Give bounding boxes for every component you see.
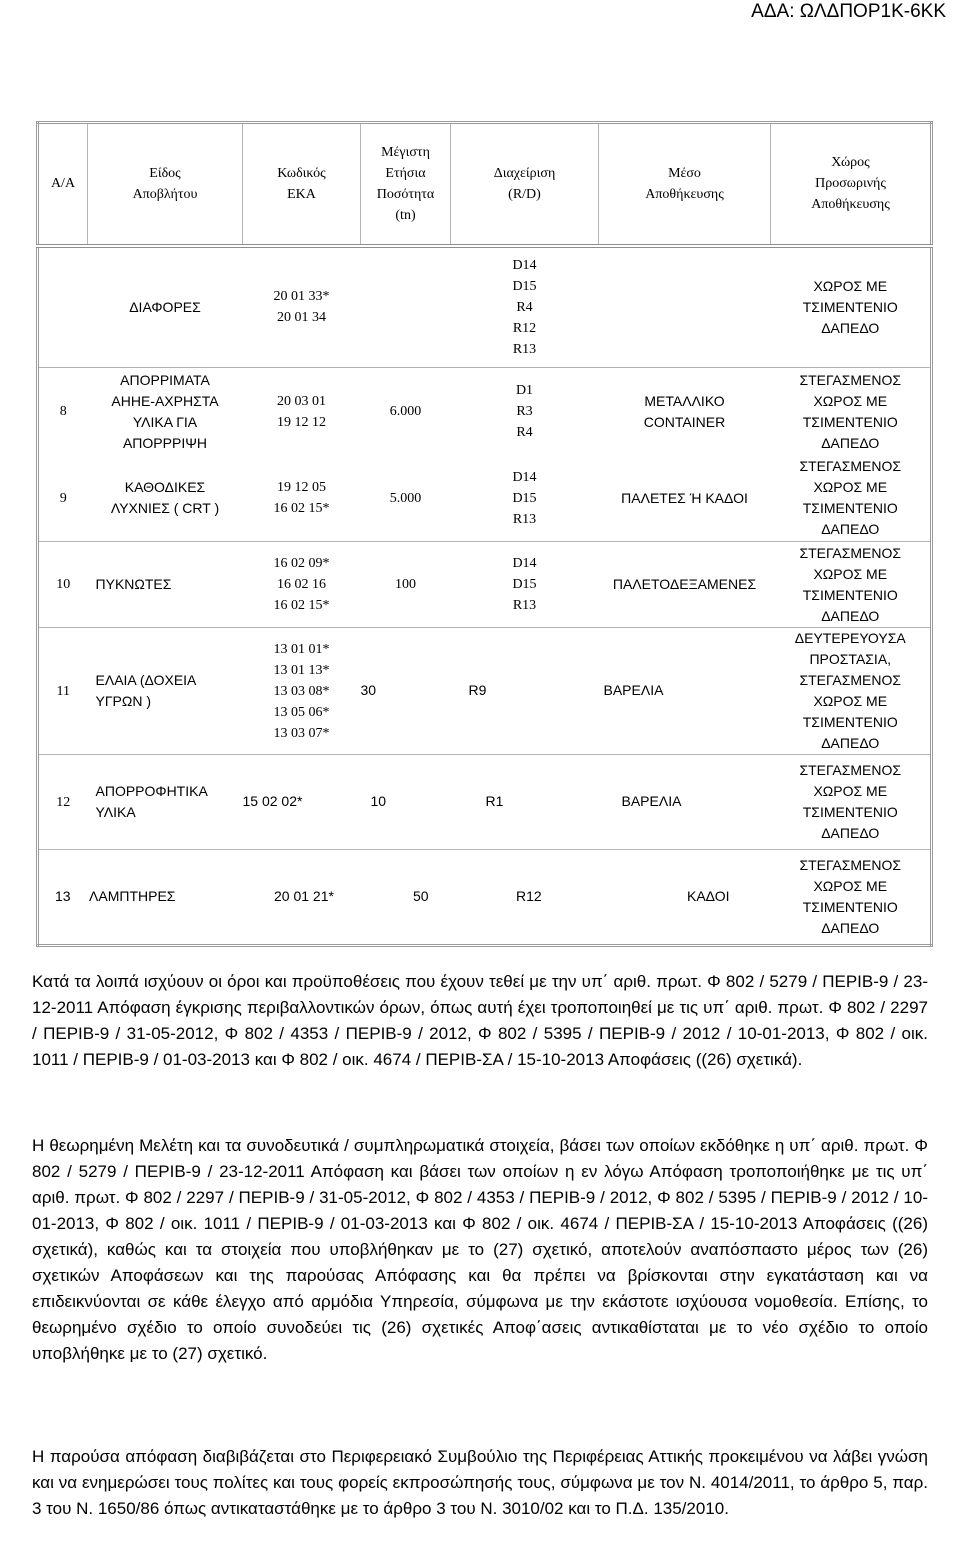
waste-table: [36, 121, 933, 947]
cell-storage-area: ΣΤΕΓΑΣΜΕΝΟΣ ΧΩΡΟΣ ΜΕ ΤΣΙΜΕΝΤΕΝΙΟ ΔΑΠΕΔΟ: [771, 755, 932, 850]
cell-storage-means: ΠΑΛΕΤΕΣ Ή ΚΑΔΟΙ: [621, 489, 748, 506]
cell-aa: 13: [55, 888, 71, 904]
cell-waste-type: ΑΠΟΡΡΟΦΗΤΙΚΑ ΥΛΙΚΑ: [88, 755, 243, 850]
ada-header: ΑΔΑ: ΩΛΔΠΟΡ1Κ-6ΚΚ: [751, 1, 946, 22]
header-max-quantity: Μέγιστη Ετήσια Ποσότητα (tn): [361, 123, 451, 246]
cell-aa: 8: [38, 368, 88, 456]
cell-management: R12: [516, 888, 542, 904]
cell-eka-code: 20 03 01 19 12 12: [243, 368, 361, 456]
cell-management: D1 R3 R4: [451, 368, 599, 456]
cell-storage-means: ΒΑΡΕΛΙΑ: [603, 682, 664, 698]
cell-management: D14 D15 R13: [451, 542, 599, 628]
cell-storage-area: ΣΤΕΓΑΣΜΕΝΟΣ ΧΩΡΟΣ ΜΕ ΤΣΙΜΕΝΤΕΝΙΟ ΔΑΠΕΔΟ: [799, 458, 902, 538]
cell-waste-type: ΛΑΜΠΤΗΡΕΣ: [89, 888, 176, 904]
table-row: [38, 628, 932, 755]
cell-eka-code: 15 02 02*: [242, 793, 303, 809]
cell-waste-type: ΠΥΚΝΩΤΕΣ: [88, 542, 243, 628]
cell-management: D14 D15 R4 R12 R13: [512, 257, 537, 357]
header-aa: Α/Α: [38, 123, 88, 246]
cell-quantity: [361, 246, 451, 368]
header-storage-area: Χώρος Προσωρινής Αποθήκευσης: [771, 123, 932, 246]
cell-storage-means: ΒΑΡΕΛΙΑ: [621, 793, 682, 809]
cell-storage-area: ΣΤΕΓΑΣΜΕΝΟΣ ΧΩΡΟΣ ΜΕ ΤΣΙΜΕΝΤΕΝΙΟ ΔΑΠΕΔΟ: [771, 368, 932, 456]
cell-eka-code: 20 01 21*: [274, 888, 334, 904]
cell-eka-code: 20 01 33* 20 01 34: [273, 289, 330, 326]
paragraph-notification: Η παρούσα απόφαση διαβιβάζεται στο Περιφερειακό Συμβούλιο της Περιφέρειας Αττικής προκειμένου να λάβει γνώση και να ενημερώσει τους πολίτες και τους φορείς εκπροσώπησής τους, σύμφωνα με τον Ν. 4014/2011, το άρθρο 5, παρ. 3 του Ν. 1650/86 όπως αντικαταστάθηκε με το άρθρο 3 του Ν. 3010/02 και το Π.Δ. 135/2010.: [32, 1447, 928, 1518]
cell-quantity: 10: [370, 793, 387, 809]
cell-management: R9: [468, 682, 487, 698]
table-row: [38, 850, 932, 946]
cell-quantity: 100: [361, 542, 451, 628]
cell-waste-type: ΑΠΟΡΡΙΜΑΤΑ ΑΗΗΕ-ΑΧΡΗΣΤΑ ΥΛΙΚΑ ΓΙΑ ΑΠΟΡΡΡΙΨΗ: [88, 368, 243, 456]
cell-storage-means: ΜΕΤΑΛΛΙΚΟ CONTAINER: [599, 368, 771, 456]
table-row: [38, 755, 932, 850]
table-row: [38, 246, 932, 368]
cell-quantity: 5.000: [389, 490, 422, 506]
cell-eka-code: 19 12 05 16 02 15*: [273, 480, 330, 517]
cell-aa: [38, 246, 88, 368]
cell-aa: 12: [38, 755, 88, 850]
paragraph-study: Η θεωρημένη Μελέτη και τα συνοδευτικά / συμπληρωματικά στοιχεία, βάσει των οποίων εκδόθηκε η υπ΄ αριθ. πρωτ. Φ 802 / 5279 / ΠΕΡΙΒ-9 / 23-12-2011 Απόφαση και βάσει των οποίων η εν λόγω Απόφαση τροποποιήθηκε με τις υπ΄ αριθ. πρωτ. Φ 802 / 2297 / ΠΕΡΙΒ-9 / 31-05-2012, Φ 802 / 4353 / ΠΕΡΙΒ-9 / 2012, Φ 802 / 5395 / ΠΕΡΙΒ-9 / 2012 / 10-01-2013, Φ 802 / οικ. 1011 / ΠΕΡΙΒ-9 / 01-03-2013 και Φ 802 / οικ. 4674 / ΠΕΡΙΒ-ΣΑ / 15-10-2013 Αποφάσεις ((26) σχετικά), καθώς και τα στοιχεία που υποβλήθηκαν με το (27) σχετικό, αποτελούν αναπόσπαστο μέρος των (26) σχετικών Αποφάσεων και της παρούσας Απόφασης και θα πρέπει να βρίσκονται στην εγκατάσταση και να επιδεικνύονται σε κάθε έλεγχο από αρμόδια Υπηρεσία, σύμφωνα με την εκάστοτε ισχύουσα νομοθεσία. Επίσης, το θεωρημένο σχέδιο το οποίο συνοδεύει τις (26) σχετικές Αποφ΄ασεις αντικαθίσταται με το νέο σχέδιο το οποίο υποβλήθηκε με το (27) σχετικό.: [32, 1136, 928, 1363]
cell-storage-means: [599, 246, 771, 368]
table-row: [38, 456, 932, 542]
table-header-row: [38, 123, 932, 246]
cell-storage-means: ΚΑΔΟΙ: [687, 888, 730, 904]
paragraph-terms: Κατά τα λοιπά ισχύουν οι όροι και προϋποθέσεις που έχουν τεθεί με την υπ΄ αριθ. πρωτ. Φ 802 / 5279 / ΠΕΡΙΒ-9 / 23-12-2011 Απόφαση έγκρισης περιβαλλοντικών όρων, όπως αυτή έχει τροποποιηθεί με τις υπ΄ αριθ. πρωτ. Φ 802 / 2297 / ΠΕΡΙΒ-9 / 31-05-2012, Φ 802 / 4353 / ΠΕΡΙΒ-9 / 2012, Φ 802 / 5395 / ΠΕΡΙΒ-9 / 2012 / 10-01-2013, Φ 802 / οικ. 1011 / ΠΕΡΙΒ-9 / 01-03-2013 και Φ 802 / οικ. 4674 / ΠΕΡΙΒ-ΣΑ / 15-10-2013 Αποφάσεις ((26) σχετικά).: [32, 972, 928, 1069]
cell-combined-12: [243, 755, 771, 850]
table-row: [38, 368, 932, 456]
cell-management: R1: [485, 793, 504, 809]
header-management: Διαχείριση (R/D): [451, 123, 599, 246]
header-waste-type: Είδος Αποβλήτου: [88, 123, 243, 246]
cell-storage-area: ΔΕΥΤΕΡΕΥΟΥΣΑ ΠΡΟΣΤΑΣΙΑ, ΣΤΕΓΑΣΜΕΝΟΣ ΧΩΡΟΣ ΜΕ ΤΣΙΜΕΝΤΕΝΙΟ ΔΑΠΕΔΟ: [771, 628, 932, 755]
cell-eka-code: 16 02 09* 16 02 16 16 02 15*: [243, 542, 361, 628]
cell-quantity: 6.000: [361, 368, 451, 456]
header-storage-means: Μέσο Αποθήκευσης: [599, 123, 771, 246]
cell-storage-area: ΣΤΕΓΑΣΜΕΝΟΣ ΧΩΡΟΣ ΜΕ ΤΣΙΜΕΝΤΕΝΙΟ ΔΑΠΕΔΟ: [771, 542, 932, 628]
cell-storage-area: ΣΤΕΓΑΣΜΕΝΟΣ ΧΩΡΟΣ ΜΕ ΤΣΙΜΕΝΤΕΝΙΟ ΔΑΠΕΔΟ: [771, 850, 932, 946]
cell-quantity: 50: [413, 888, 429, 904]
cell-combined-13: [38, 850, 771, 946]
cell-combined-11: [361, 628, 771, 755]
cell-quantity: 30: [360, 682, 377, 698]
cell-waste-type: ΚΑΘΟΔΙΚΕΣ ΛΥΧΝΙΕΣ ( CRT ): [110, 479, 220, 517]
cell-waste-type: ΔΙΑΦΟΡΕΣ: [129, 298, 201, 315]
cell-waste-type: ΕΛΑΙΑ (ΔΟΧΕΙΑ ΥΓΡΩΝ ): [88, 628, 243, 755]
cell-aa: 9: [59, 490, 67, 506]
cell-storage-area: ΧΩΡΟΣ ΜΕ ΤΣΙΜΕΝΤΕΝΙΟ ΔΑΠΕΔΟ: [802, 277, 898, 336]
cell-eka-code: 13 01 01* 13 01 13* 13 03 08* 13 05 06* 13 03 07*: [243, 628, 361, 755]
cell-storage-means: ΠΑΛΕΤΟΔΕΞΑΜΕΝΕΣ: [599, 542, 771, 628]
cell-management: D14 D15 R13: [512, 469, 537, 527]
table-row: [38, 542, 932, 628]
header-eka-code: Κωδικός ΕΚΑ: [243, 123, 361, 246]
cell-aa: 10: [38, 542, 88, 628]
cell-aa: 11: [38, 628, 88, 755]
